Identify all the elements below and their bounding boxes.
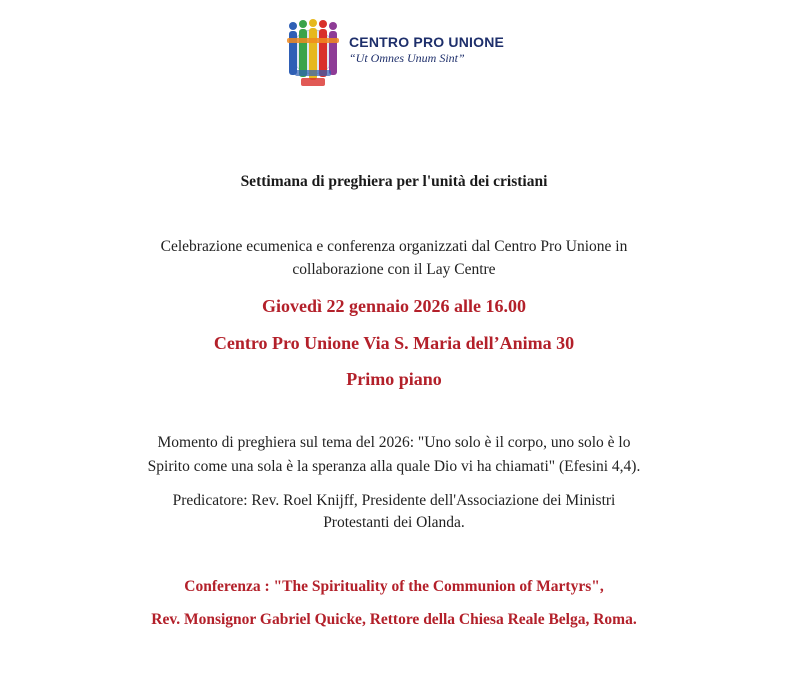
prayer-line-1: Momento di preghiera sul tema del 2026: "Uno solo è il corpo, uno solo è lo <box>157 434 631 451</box>
event-heading: Settimana di preghiera per l'unità dei cristiani <box>240 173 548 190</box>
preacher-line-2: Protestanti dei Olanda. <box>323 514 465 531</box>
event-place: Centro Pro Unione Via S. Maria dell’Anima 30 <box>213 333 575 353</box>
conference-title: Conferenza : "The Spirituality of the Communion of Martyrs", <box>184 578 604 595</box>
logo-text <box>349 34 504 66</box>
org-motto: “Ut Omnes Unum Sint” <box>349 51 465 65</box>
event-floor: Primo piano <box>346 369 442 389</box>
intro-line-1: Celebrazione ecumenica e conferenza organizzati dal Centro Pro Unione in <box>160 238 628 255</box>
event-date: Giovedì 22 gennaio 2026 alle 16.00 <box>261 296 526 316</box>
conference-speaker: Rev. Monsignor Gabriel Quicke, Rettore della Chiesa Reale Belga, Roma. <box>151 611 637 628</box>
centro-pro-unione-logo-icon <box>283 14 343 90</box>
intro-line-2: collaborazione con il Lay Centre <box>292 261 496 278</box>
preacher-line-1: Predicatore: Rev. Roel Knijff, Presidente dell'Associazione dei Ministri <box>172 492 616 509</box>
org-name: CENTRO PRO UNIONE <box>349 34 505 50</box>
logo <box>283 14 504 90</box>
prayer-line-2: Spirito come una sola è la speranza alla quale Dio vi ha chiamati" (Efesini 4,4). <box>147 458 641 475</box>
